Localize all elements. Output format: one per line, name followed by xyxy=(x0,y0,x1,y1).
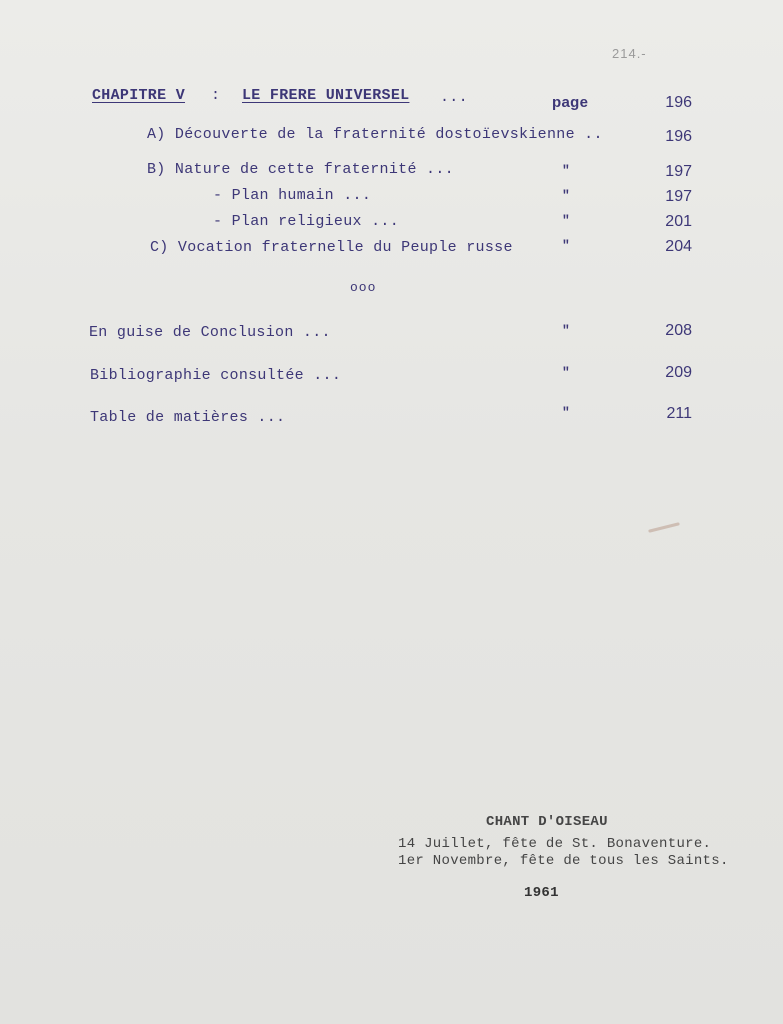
entry-a-text: A) Découverte de la fraternité dostoïevskienne .. xyxy=(147,126,603,143)
entry-b-text: B) Nature de cette fraternité ... xyxy=(147,161,454,178)
entry-b2-text: - Plan religieux ... xyxy=(213,213,400,230)
entry-c-ditto: " xyxy=(562,238,570,253)
section-divider: ooo xyxy=(350,280,377,295)
table-of-contents-ditto: " xyxy=(562,405,570,420)
conclusion-text: En guise de Conclusion ... xyxy=(89,324,331,341)
conclusion-ditto: " xyxy=(562,323,570,338)
entry-b-ditto: " xyxy=(562,163,570,178)
bibliography-ditto: " xyxy=(562,365,570,380)
bibliography-text: Bibliographie consultée ... xyxy=(90,367,342,384)
footer-place: CHANT D'OISEAU xyxy=(486,814,608,830)
chapter-separator: : xyxy=(211,87,221,104)
chapter-page-word: page xyxy=(552,94,589,111)
chapter-title: LE FRERE UNIVERSEL xyxy=(242,87,410,104)
entry-b2-ditto: " xyxy=(562,213,570,228)
bibliography-page: 209 xyxy=(665,364,692,381)
entry-b-page: 197 xyxy=(665,163,692,180)
entry-c-page: 204 xyxy=(665,238,692,255)
table-of-contents-text: Table de matières ... xyxy=(90,409,286,426)
entry-b2-page: 201 xyxy=(665,213,692,230)
footer-year: 1961 xyxy=(524,885,559,901)
footer-line-1: 14 Juillet, fête de St. Bonaventure. xyxy=(398,836,712,852)
chapter-ellipsis: ... xyxy=(440,89,468,106)
handwritten-page-number: 214.- xyxy=(612,46,647,61)
entry-b1-page: 197 xyxy=(665,188,692,205)
table-of-contents-page: 211 xyxy=(666,405,692,422)
entry-a-page: 196 xyxy=(665,128,692,145)
chapter-page-number: 196 xyxy=(665,94,692,111)
entry-c-text: C) Vocation fraternelle du Peuple russe xyxy=(150,239,513,256)
footer-line-2: 1er Novembre, fête de tous les Saints. xyxy=(398,853,729,869)
conclusion-page: 208 xyxy=(665,322,692,339)
entry-b1-text: - Plan humain ... xyxy=(213,187,372,204)
entry-b1-ditto: " xyxy=(562,188,570,203)
paper-smudge xyxy=(648,522,680,533)
chapter-label: CHAPITRE V xyxy=(92,87,186,104)
